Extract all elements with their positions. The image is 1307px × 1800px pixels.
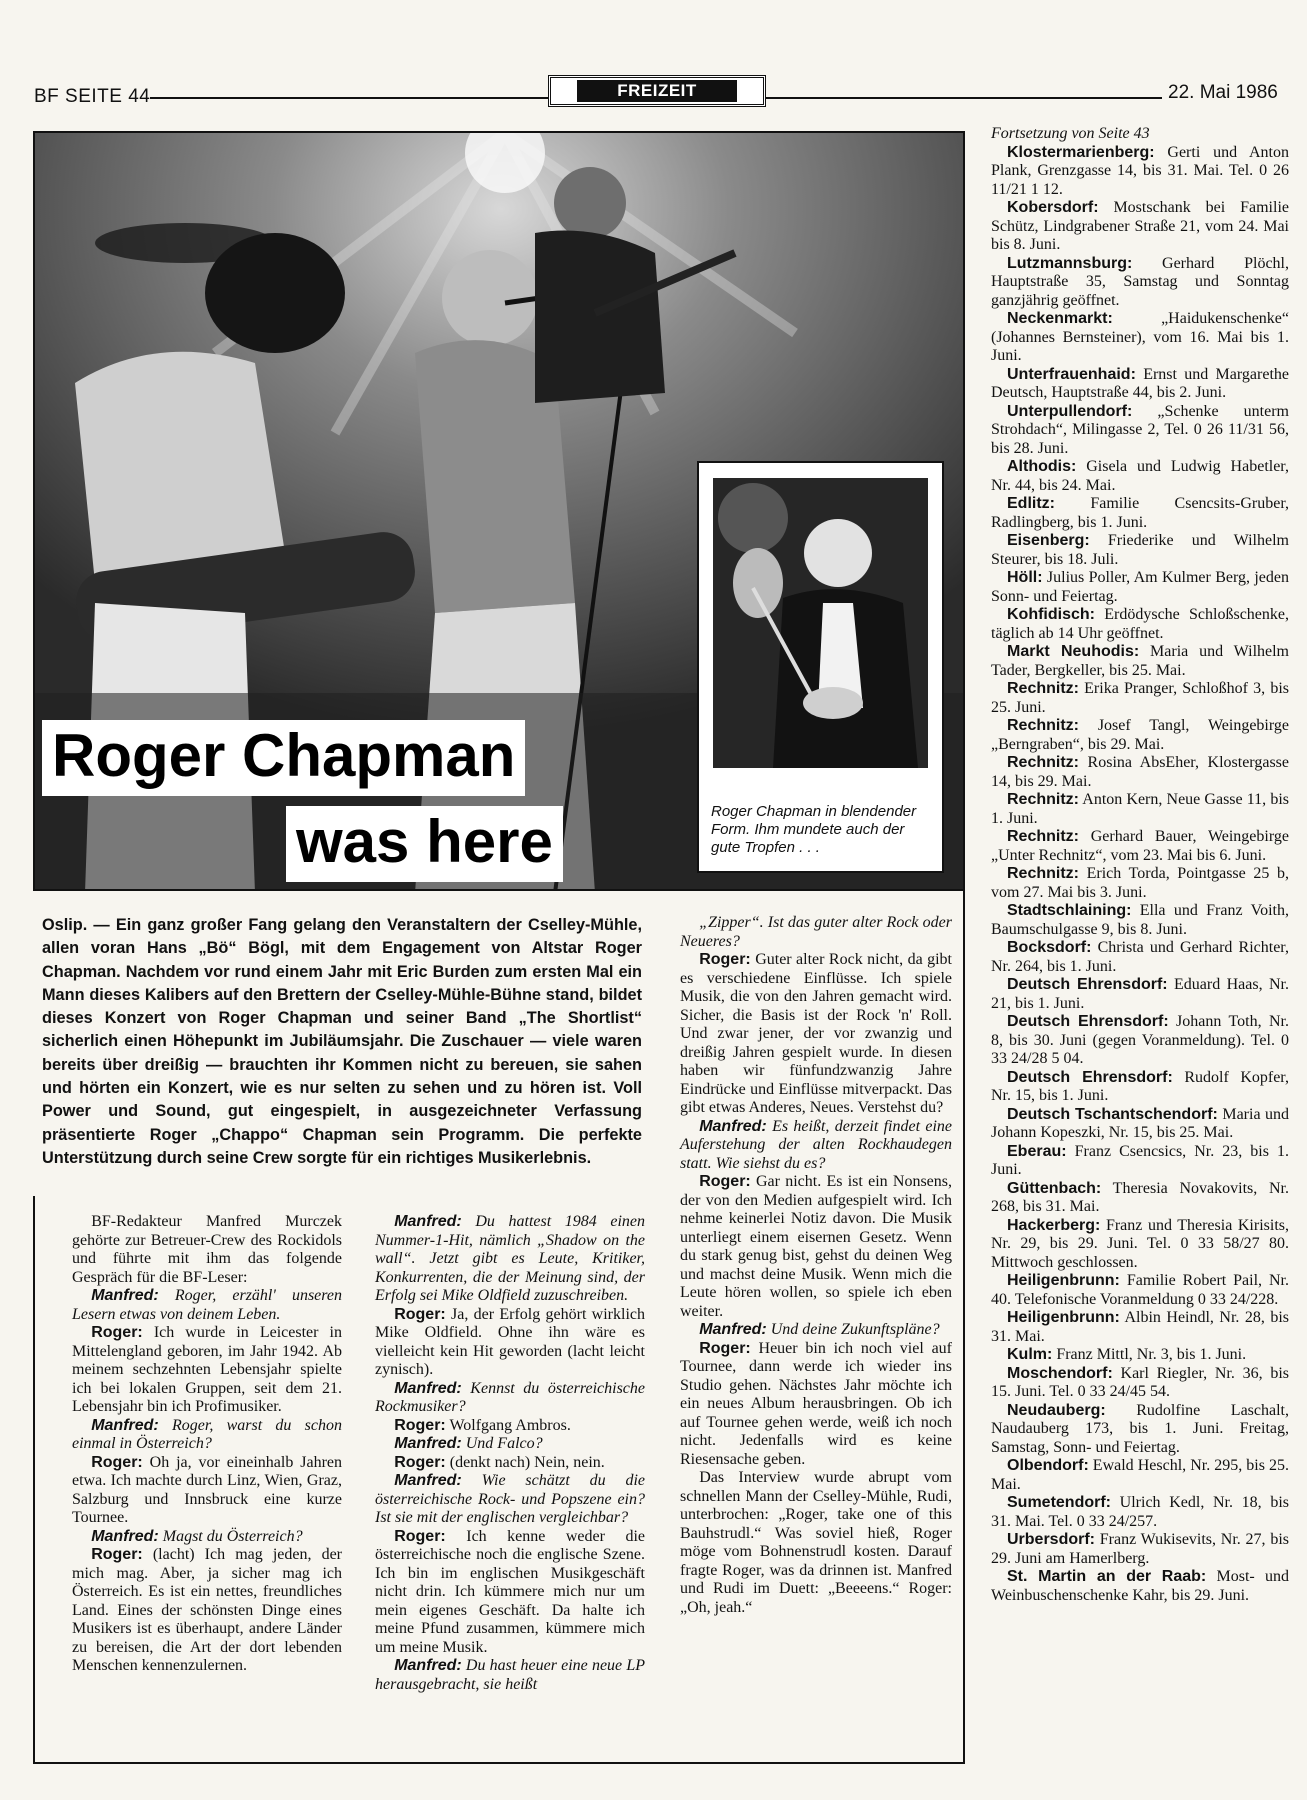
listing-place: Rechnitz:: [1007, 680, 1079, 697]
listing-details: Franz Wukisevits, Nr. 27, bis 29. Juni am Hamerlberg.: [991, 1531, 1289, 1567]
paragraph-text: (lacht) Ich mag jeden, der mich mag. Aber, ja sicher mag ich Österreich. Es ist ein nettes, freundliches Land. Eines der schönsten Dinge eines Musikers ist es überhaupt, andere Länder zu bereisen, die Art der dort lebenden Menschen kennenzulernen.: [72, 1546, 342, 1674]
interview-question: [680, 1118, 952, 1174]
listing-details: Karl Riegler, Nr. 36, bis 15. Juni. Tel. 0 33 24/45 54.: [991, 1364, 1289, 1400]
listing-details: Most- und Weinbuschenschenke Kahr, bis 29. Juni.: [991, 1568, 1289, 1604]
speaker-label: Manfred:: [91, 1416, 159, 1434]
listing-details: Gisela und Ludwig Habetler, Nr. 44, bis 24. Mai.: [991, 458, 1289, 494]
interview-column-3: [680, 914, 952, 1617]
listing-place: Klostermarienberg:: [1007, 143, 1155, 161]
listing-place: Deutsch Ehrensdorf:: [1007, 1013, 1169, 1030]
paragraph-text: „Zipper“. Ist das guter alter Rock oder Neueres?: [680, 914, 952, 950]
listing-place: Rechnitz:: [1007, 791, 1079, 808]
listing-details: Albin Heindl, Nr. 28, bis 31. Mai.: [991, 1309, 1289, 1345]
paragraph-text: Gar nicht. Es ist ein Nonsens, der von den Medien aufgespielt wird. Ich nehme keinerlei Notiz davon. Die Musik unterliegt einem eisernen Gesetz. Wenn du stark genug bist, gehst du deinen Weg und machst deine Musik. Wenn mich die Leute hören wollen, so spiele ich eben weiter.: [680, 1173, 952, 1320]
listing-details: Theresia Novakovits, Nr. 268, bis 31. Mai.: [991, 1179, 1289, 1215]
listings-entries: [991, 144, 1289, 1606]
listing-place: Olbendorf:: [1007, 1457, 1089, 1474]
paragraph-text: Ich wurde in Leicester in Mittelengland geboren, im Jahr 1942. Ab meinem sechzehnten Lebensjahr spielte ich bei lokalen Gruppen, seit dem 21. Lebensjahr bin ich Profimusiker.: [72, 1324, 342, 1415]
listing-place: Kulm:: [1007, 1346, 1053, 1363]
paragraph-text: Wolfgang Ambros.: [445, 1416, 571, 1434]
listing-details: Christa und Gerhard Richter, Nr. 264, bis 1. Juni.: [991, 939, 1289, 975]
interview-question: [72, 1417, 342, 1454]
listing-entry: [991, 144, 1289, 200]
listing-details: Ella und Franz Voith, Baumschulgasse 9, bis 8. Juni.: [991, 902, 1289, 938]
inset-photo: [713, 478, 928, 768]
buschenschank-listings: [991, 125, 1289, 1605]
speaker-label: Manfred:: [394, 1657, 462, 1674]
listing-place: Sumetendorf:: [1007, 1494, 1111, 1511]
article-paragraph: [72, 1213, 342, 1287]
speaker-label: Roger:: [91, 1324, 143, 1341]
speaker-label: Roger:: [394, 1416, 446, 1434]
listing-details: Ulrich Kedl, Nr. 18, bis 31. Mai. Tel. 0 33 24/257.: [991, 1494, 1289, 1530]
interview-answer: [375, 1306, 645, 1380]
listing-entry: [991, 1309, 1289, 1346]
paragraph-text: BF-Redakteur Manfred Murczek gehörte zur Betreuer-Crew des Rockidols und führte mit ihm das folgende Gespräch für die BF-Leser:: [72, 1213, 342, 1286]
inset-photo-frame: [697, 461, 944, 873]
listing-details: „Haidukenschenke“ (Johannes Bernsteiner), vom 16. Mai bis 1. Juni.: [991, 310, 1289, 364]
listing-place: Neudauberg:: [1007, 1401, 1106, 1419]
listing-entry: [991, 1143, 1289, 1180]
listing-entry: [991, 1013, 1289, 1069]
listing-details: Franz Mittl, Nr. 3, bis 1. Juni.: [1052, 1346, 1247, 1363]
interview-answer: [375, 1454, 645, 1473]
listing-details: Josef Tangl, Weingebirge „Berngraben“, bis 29. Mai.: [991, 717, 1289, 753]
speaker-label: Manfred:: [394, 1213, 462, 1230]
interview-answer: [680, 1340, 952, 1470]
listing-entry: [991, 532, 1289, 569]
listing-details: Julius Poller, Am Kulmer Berg, jeden Sonn- und Feiertag.: [991, 569, 1289, 605]
listing-details: Mostschank bei Familie Schütz, Lindgrabener Straße 21, vom 24. Mai bis 8. Juni.: [991, 199, 1289, 253]
paragraph-text: Oh ja, vor eineinhalb Jahren etwa. Ich machte durch Linz, Wien, Graz, Salzburg und Innsbruck eine kurze Tournee.: [72, 1453, 342, 1526]
listing-details: Anton Kern, Neue Gasse 11, bis 1. Juni.: [991, 791, 1289, 827]
listing-details: Erich Torda, Pointgasse 25 b, vom 27. Mai bis 3. Juni.: [991, 865, 1289, 901]
interview-question: [375, 1657, 645, 1694]
speaker-label: Manfred:: [394, 1435, 462, 1452]
paragraph-text: Wie schätzt du die österreichische Rock- und Popszene ein? Ist sie mit der englischen vergleichbar?: [375, 1472, 645, 1526]
listing-entry: [991, 366, 1289, 403]
paragraph-text: Und deine Zukunftspläne?: [766, 1321, 940, 1338]
interview-question: [680, 914, 952, 951]
listing-entry: [991, 495, 1289, 532]
listing-place: Eisenberg:: [1007, 532, 1090, 549]
listing-entry: [991, 255, 1289, 311]
listing-entry: [991, 1494, 1289, 1531]
listing-entry: [991, 1457, 1289, 1494]
interview-answer: [72, 1454, 342, 1528]
listing-entry: [991, 828, 1289, 865]
listing-entry: [991, 1180, 1289, 1217]
paragraph-text: Ich kenne weder die österreichische noch die englische Szene. Ich bin im englischen Musikgeschäft nicht drin. Ich kümmere mich nur um mein eigenes Geschäft. Da halte ich meine Pfund zusammen, kümmere mich um meine Musik.: [375, 1527, 645, 1656]
listing-entry: [991, 1106, 1289, 1143]
paragraph-text: (denkt nach) Nein, nein.: [445, 1453, 605, 1471]
listing-details: Rosina AbsEher, Klostergasse 14, bis 29. Mai.: [991, 754, 1289, 790]
listing-place: Rechnitz:: [1007, 717, 1079, 734]
listing-entry: [991, 1272, 1289, 1309]
listing-entry: [991, 680, 1289, 717]
interview-answer: [72, 1546, 342, 1676]
speaker-label: Manfred:: [699, 1117, 767, 1135]
listing-place: Markt Neuhodis:: [1007, 643, 1140, 660]
listing-place: Deutsch Ehrensdorf:: [1007, 1068, 1173, 1086]
section-tag: [548, 75, 766, 107]
listing-details: Eduard Haas, Nr. 21, bis 1. Juni.: [991, 976, 1289, 1012]
speaker-label: Manfred:: [394, 1379, 462, 1397]
paragraph-text: Heuer bin ich noch viel auf Tournee, dann werde ich wieder ins Studio gehen. Nächstes Jahr möchte ich ein neues Album herausbringen. Ob ich auf Tournee gehen werde, weiß ich noch nicht. Jedenfalls wird es keine Riesensache geben.: [680, 1339, 952, 1468]
listing-entry: [991, 791, 1289, 828]
header-rule-left: [150, 97, 548, 99]
listing-entry: [991, 1531, 1289, 1568]
interview-column-1: [72, 1213, 342, 1676]
listing-place: Stadtschlaining:: [1007, 902, 1132, 919]
listing-entry: [991, 403, 1289, 459]
listing-details: Rudolfine Laschalt, Naudauberg 173, bis 1. Juni. Freitag, Samstag, Sonn- und Feiertag.: [991, 1401, 1289, 1456]
listing-details: Franz und Theresia Kirisits, Nr. 29, bis 29. Juni. Tel. 0 33 58/27 80. Mittwoch geschlossen.: [991, 1216, 1289, 1271]
paragraph-text: Roger, erzähl' unseren Lesern etwas von deinem Leben.: [72, 1287, 342, 1323]
listing-entry: [991, 1069, 1289, 1106]
listing-place: St. Martin an der Raab:: [1007, 1568, 1207, 1585]
listing-entry: [991, 199, 1289, 255]
interview-answer: [72, 1324, 342, 1417]
paragraph-text: Du hattest 1984 einen Nummer-1-Hit, nämlich „Shadow on the wall“. Jetzt gibt es Leute, Kritiker, Konkurrenten, die der Meinung sind, der Erfolg sei Mike Oldfield zuzuschreiben.: [375, 1213, 645, 1304]
listing-place: Kobersdorf:: [1007, 199, 1099, 216]
interview-answer: [375, 1528, 645, 1658]
listing-details: „Schenke unterm Strohdach“, Milingasse 2, Tel. 0 26 11/31 56, bis 28. Juni.: [991, 402, 1289, 457]
listing-place: Althodis:: [1007, 458, 1077, 475]
interview-question: [375, 1380, 645, 1417]
speaker-label: Roger:: [394, 1453, 446, 1471]
listing-entry: [991, 754, 1289, 791]
listing-details: Johann Toth, Nr. 8, bis 30. Juni (gegen Voranmeldung). Tel. 0 33 24/28 5 04.: [991, 1013, 1290, 1067]
listing-place: Bocksdorf:: [1007, 939, 1092, 956]
listing-details: Franz Csencsics, Nr. 23, bis 1. Juni.: [991, 1142, 1289, 1178]
speaker-label: Roger:: [91, 1546, 143, 1563]
paragraph-text: Kennst du österreichische Rockmusiker?: [375, 1379, 645, 1415]
listing-place: Heiligenbrunn:: [1007, 1309, 1120, 1326]
listing-details: Gerhard Plöchl, Hauptstraße 35, Samstag und Sonntag ganzjährig geöffnet.: [991, 254, 1289, 309]
listing-place: Hackerberg:: [1007, 1216, 1101, 1234]
listing-place: Lutzmannsburg:: [1007, 254, 1133, 272]
interview-answer: [375, 1417, 645, 1436]
speaker-label: Manfred:: [699, 1321, 767, 1338]
listing-entry: [991, 569, 1289, 606]
interview-question: [375, 1435, 645, 1454]
interview-question: [72, 1528, 342, 1547]
listing-entry: [991, 976, 1289, 1013]
photo-caption: Roger Chapman in blendender Form. Ihm mundete auch der gute Tropfen . . .: [711, 803, 917, 856]
listing-place: Urbersdorf:: [1007, 1531, 1096, 1548]
listing-details: Familie Robert Pail, Nr. 40. Telefonische Voranmeldung 0 33 24/228.: [991, 1272, 1289, 1308]
section-tag-label: FREIZEIT: [577, 80, 737, 102]
headline-line-2: was here: [286, 806, 563, 882]
paragraph-text: Ja, der Erfolg gehört wirklich Mike Oldfield. Ohne ihn wäre es vielleicht kein Hit geworden (lacht leicht zynisch).: [375, 1305, 645, 1378]
article-lead: Oslip. — Ein ganz großer Fang gelang den Veranstaltern der Cselley-Mühle, allen voran Hans „Bö“ Bögl, mit dem Engagement von Altstar Roger Chapman. Nachdem vor rund einem Jahr mit Eric Burden zum ersten Mal ein Mann dieses Kalibers auf den Brettern der Cselley-Mühle-Bühne stand, bildet dieses Konzert von Roger Chapman und seiner Band „The Shortlist“ sicherlich einen Höhepunkt im Jubiläumsjahr. Die Zuschauer — viele waren bereits über dreißig — brauchten ihr Kommen nicht zu bereuen, sie sahen und hörten ein Konzert, wie es nur selten zu sehen und zu hören ist. Voll Power und Sound, gut eingespielt, in ausgezeichneter Verfassung präsentierte Roger „Chappo“ Chapman sein Programm. Die perfekte Unterstützung durch seine Crew sorgte für ein richtiges Musikerlebnis.: [42, 916, 642, 1167]
listing-place: Deutsch Ehrensdorf:: [1007, 976, 1168, 993]
page-number-label: BF SEITE 44: [34, 86, 151, 107]
interview-question: [72, 1287, 342, 1324]
listing-place: Rechnitz:: [1007, 865, 1079, 882]
listing-details: Erdödysche Schloßschenke, täglich ab 14 Uhr geöffnet.: [991, 606, 1289, 642]
listing-entry: [991, 902, 1289, 939]
listing-place: Rechnitz:: [1007, 828, 1079, 845]
article-border-bottom: [33, 1762, 965, 1764]
paragraph-text: Das Interview wurde abrupt vom schnellen Mann der Cselley-Mühle, Rudi, unterbrochen: „Roger, take one of this Bauhstrudl.“ Was soviel hieß, Roger möge vom Bohnenstrudl kosten. Darauf fragte Roger, was da drinnen ist. Manfred und Rudi im Duett: „Beeeens.“ Roger: „Oh, jeah.“: [680, 1469, 952, 1616]
listing-entry: [991, 939, 1289, 976]
speaker-label: Roger:: [699, 1339, 751, 1357]
listing-place: Kohfidisch:: [1007, 606, 1095, 623]
interview-column-2: [375, 1213, 645, 1694]
interview-answer: [680, 1173, 952, 1321]
listing-details: Ernst und Margarethe Deutsch, Hauptstraße 44, bis 2. Juni.: [991, 365, 1289, 401]
speaker-label: Roger:: [699, 1173, 751, 1190]
speaker-label: Roger:: [394, 1305, 446, 1323]
speaker-label: Manfred:: [91, 1287, 159, 1304]
listing-details: Rudolf Kopfer, Nr. 15, bis 1. Juni.: [991, 1068, 1289, 1104]
speaker-label: Roger:: [699, 951, 751, 968]
listing-entry: [991, 1568, 1289, 1605]
listing-entry: [991, 1365, 1289, 1402]
listing-place: Deutsch Tschantschendorf:: [1007, 1105, 1218, 1123]
listing-entry: [991, 310, 1289, 366]
listing-place: Eberau:: [1007, 1142, 1067, 1160]
listings-intro: Fortsetzung von Seite 43: [991, 125, 1150, 142]
paragraph-text: Es heißt, derzeit findet eine Auferstehung der alten Rockhaudegen statt. Wie siehst du es?: [680, 1117, 952, 1172]
interview-question: [375, 1472, 645, 1528]
listing-details: Maria und Johann Kopeszki, Nr. 15, bis 25. Mai.: [991, 1105, 1290, 1141]
listing-place: Güttenbach:: [1007, 1179, 1102, 1197]
listing-details: Maria und Wilhelm Tader, Bergkeller, bis 25. Mai.: [991, 643, 1290, 679]
listing-entry: [991, 1402, 1289, 1458]
paragraph-text: Und Falco?: [461, 1435, 543, 1452]
listing-place: Neckenmarkt:: [1007, 310, 1113, 327]
listing-place: Rechnitz:: [1007, 754, 1079, 771]
listing-details: Gerhard Bauer, Weingebirge „Unter Rechnitz“, vom 23. Mai bis 6. Juni.: [991, 828, 1289, 864]
listing-details: Gerti und Anton Plank, Grenzgasse 14, bis 31. Mai. Tel. 0 26 11/21 1 12.: [991, 143, 1289, 198]
paragraph-text: Du hast heuer eine neue LP herausgebracht, sie heißt: [375, 1657, 645, 1693]
interview-answer: [680, 951, 952, 1118]
listing-details: Friederike und Wilhelm Steurer, bis 18. Juli.: [991, 532, 1289, 568]
listing-entry: [991, 865, 1289, 902]
headline-line-1: Roger Chapman: [42, 720, 525, 796]
listing-place: Heiligenbrunn:: [1007, 1272, 1120, 1289]
interview-question: [375, 1213, 645, 1306]
listing-details: Familie Csencsits-Gruber, Radlingberg, bis 1. Juni.: [991, 495, 1289, 531]
listing-place: Unterfrauenhaid:: [1007, 365, 1136, 383]
speaker-label: Manfred:: [394, 1472, 462, 1489]
issue-date: 22. Mai 1986: [1168, 82, 1278, 103]
listing-details: Erika Pranger, Schloßhof 3, bis 25. Juni.: [991, 680, 1289, 716]
speaker-label: Manfred:: [91, 1527, 159, 1545]
interview-question: [680, 1321, 952, 1340]
speaker-label: Roger:: [91, 1453, 143, 1471]
listing-entry: [991, 1217, 1289, 1273]
paragraph-text: Magst du Österreich?: [158, 1527, 303, 1545]
listing-entry: [991, 717, 1289, 754]
header-rule-right: [766, 97, 1162, 99]
paragraph-text: Guter alter Rock nicht, da gibt es verschiedene Einflüsse. Ich spiele Musik, die von den Jahren gemacht wird. Sicher, die Basis ist der Rock 'n' Roll. Und zwar jener, der vor zwanzig und dreißig Jahren gespielt wurde. In diesen haben wir fünfundzwanzig Jahre Eindrücke und Einflüsse mitverpackt. Das gibt etwas Anderes, Neues. Verstehst du?: [680, 951, 952, 1116]
inset-photo-graphic: [713, 478, 928, 768]
listing-entry: [991, 458, 1289, 495]
listing-place: Edlitz:: [1007, 495, 1055, 512]
speaker-label: Roger:: [394, 1527, 446, 1545]
listing-entry: [991, 643, 1289, 680]
article-border-right: [963, 891, 965, 1764]
listing-entry: [991, 606, 1289, 643]
listing-details: Ewald Heschl, Nr. 295, bis 25. Mai.: [991, 1457, 1289, 1493]
listing-place: Unterpullendorf:: [1007, 402, 1133, 420]
article-paragraph: [680, 1469, 952, 1617]
listing-place: Moschendorf:: [1007, 1364, 1113, 1382]
listing-entry: [991, 1346, 1289, 1365]
article-border-left: [33, 1196, 35, 1764]
listing-place: Höll:: [1007, 569, 1043, 586]
paragraph-text: Roger, warst du schon einmal in Österreich?: [72, 1416, 342, 1452]
